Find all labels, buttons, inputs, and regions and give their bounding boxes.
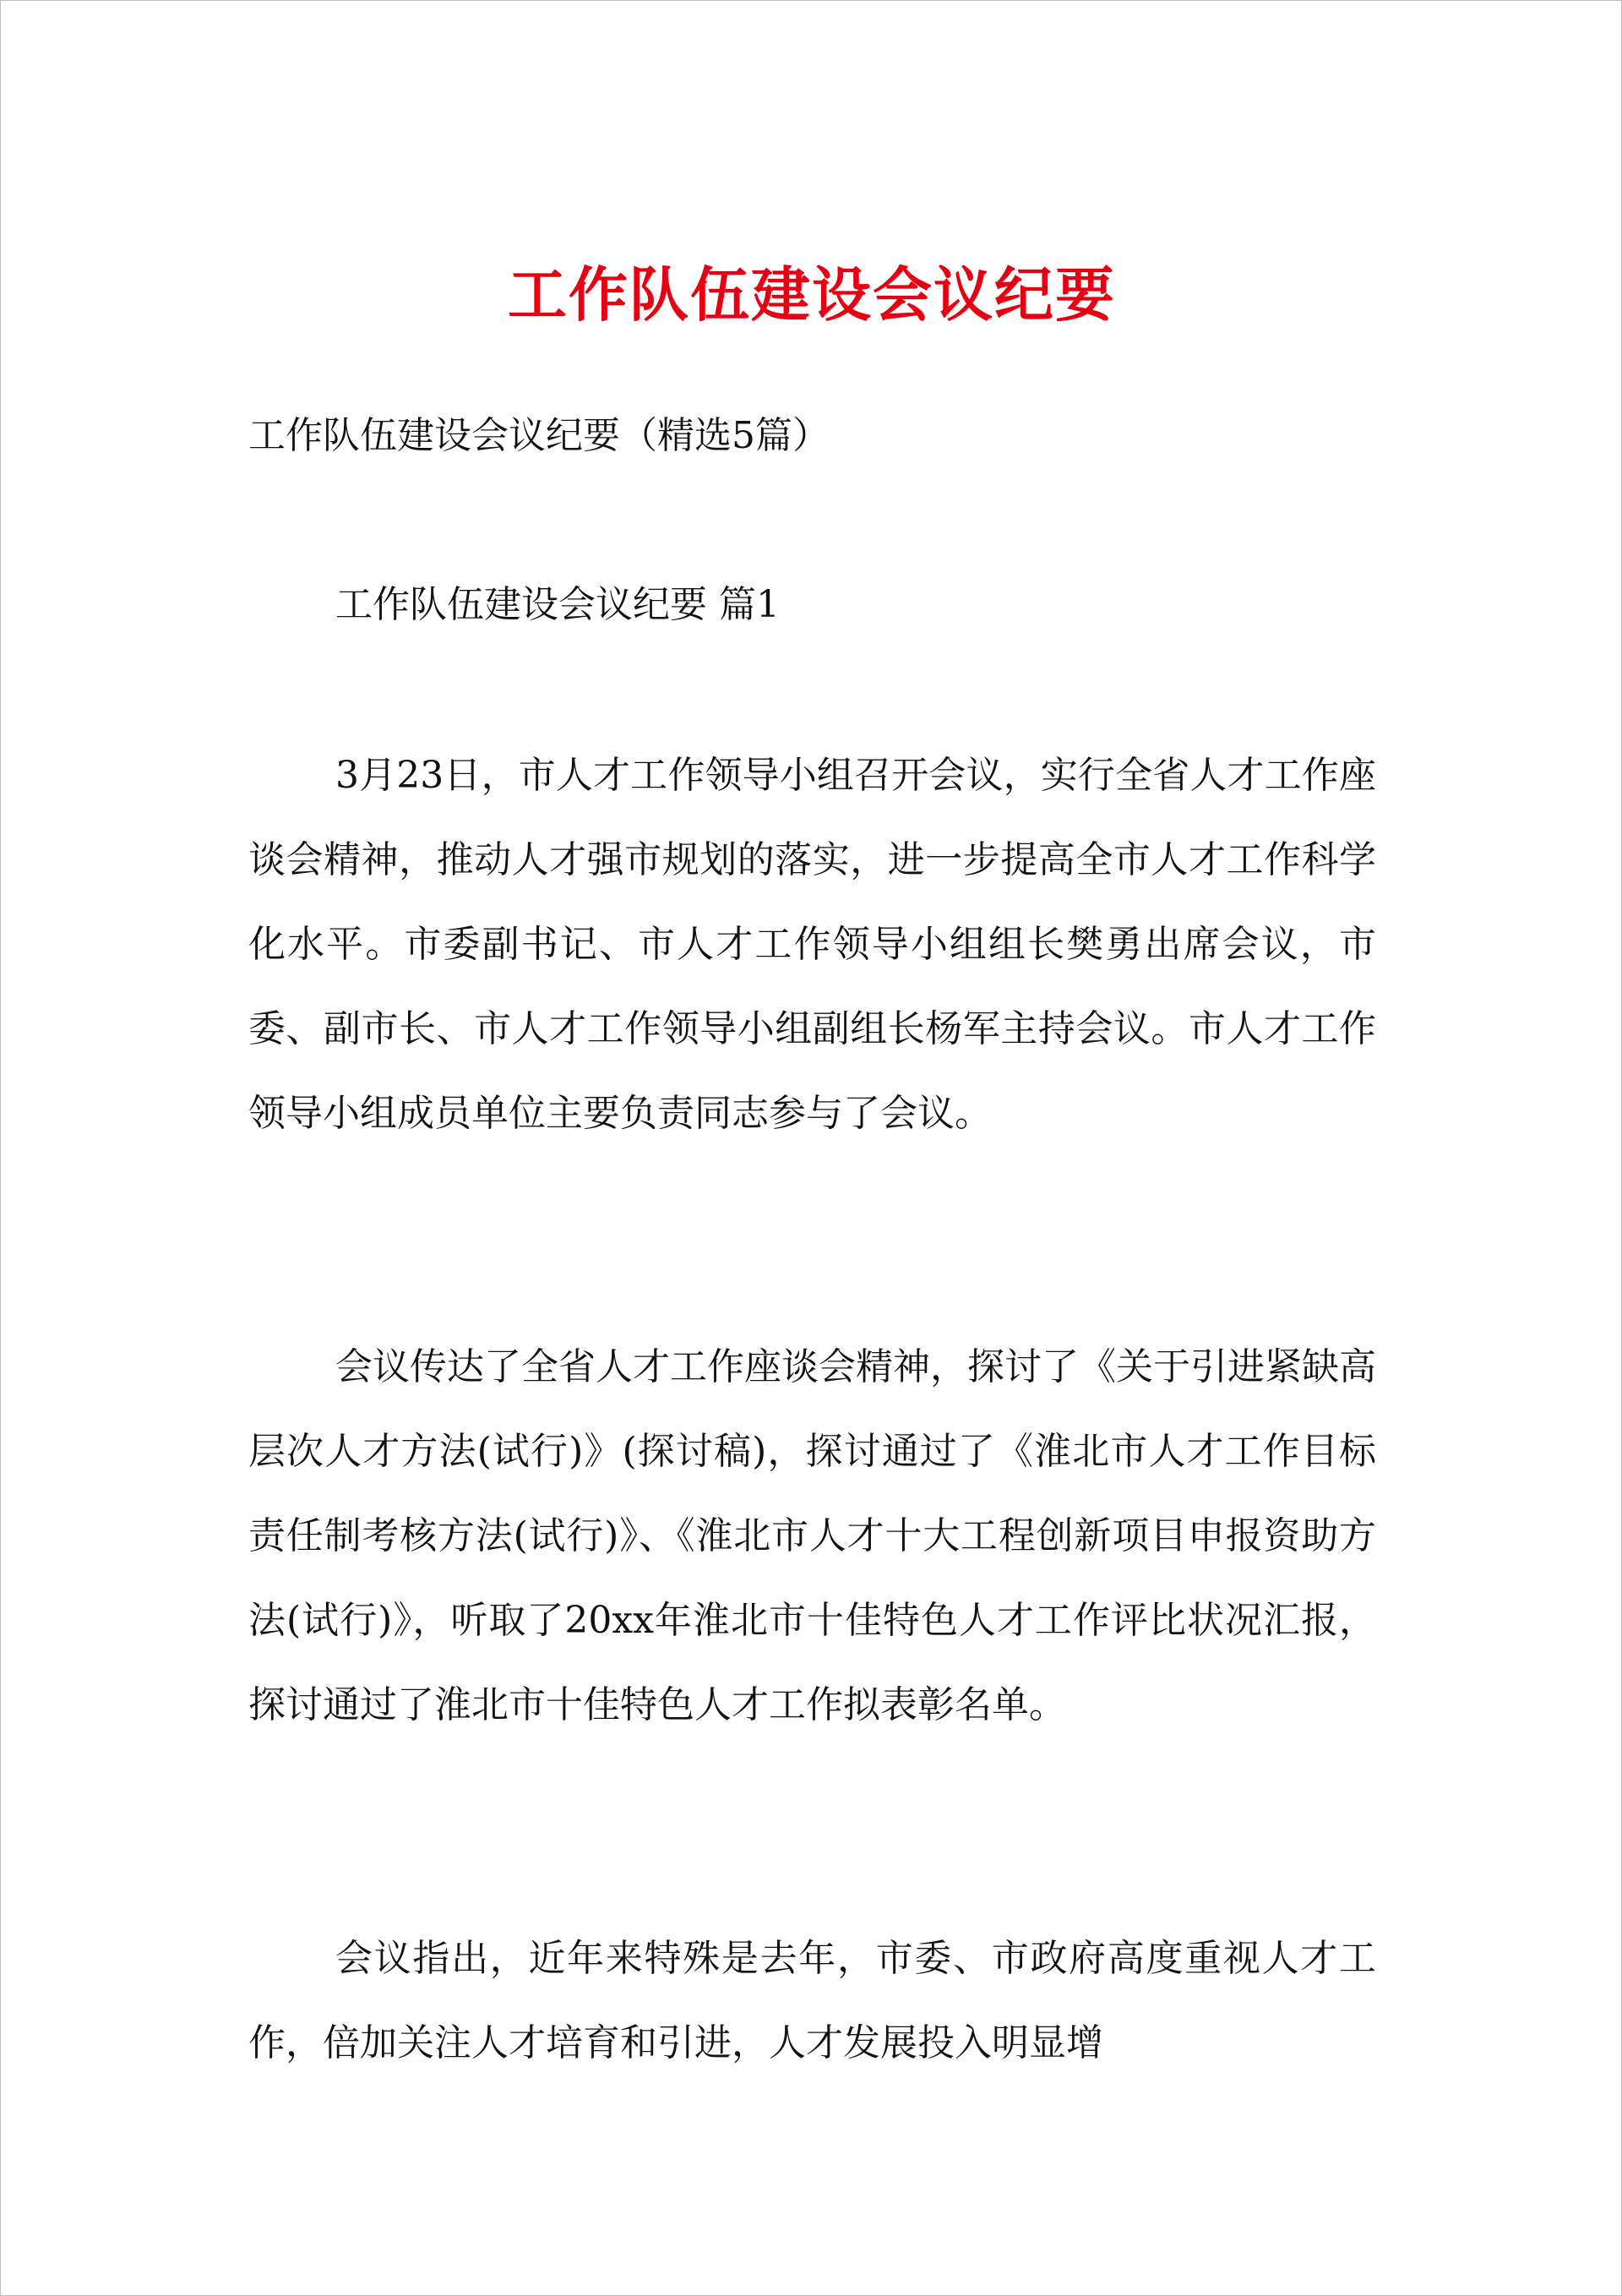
body-paragraph: 会议传达了全省人才工作座谈会精神，探讨了《关于引进紧缺高层次人才方法(试行)》(探讨稿)，探讨通过了《淮北市人才工作目标责任制考核方法(试行)》、《淮北市人才十大工程创新项目申报资助方法(试行)》，听取了20xx年淮北市十佳特色人才工作评比状况汇报，探讨通过了淮北市十佳特色人才工作拟表彰名单。	[248, 1345, 1376, 1726]
section-heading: 工作队伍建设会议纪要 篇1	[335, 583, 780, 626]
body-paragraph: 3月23日，市人才工作领导小组召开会议，实行全省人才工作座谈会精神，推动人才强市规划的落实，进一步提高全市人才工作科学化水平。市委副书记、市人才工作领导小组组长樊勇出席会议，市委、副市长、市人才工作领导小组副组长杨军主持会议。市人才工作领导小组成员单位主要负责同志参与了会议。	[248, 754, 1376, 1135]
document-subtitle: 工作队伍建设会议纪要（精选5篇）	[248, 414, 830, 457]
document-title: 工作队伍建设会议纪要	[508, 259, 1116, 330]
body-paragraph: 会议指出，近年来特殊是去年，市委、市政府高度重视人才工作，倍加关注人才培育和引进，人才发展投入明显增	[248, 1937, 1376, 2064]
